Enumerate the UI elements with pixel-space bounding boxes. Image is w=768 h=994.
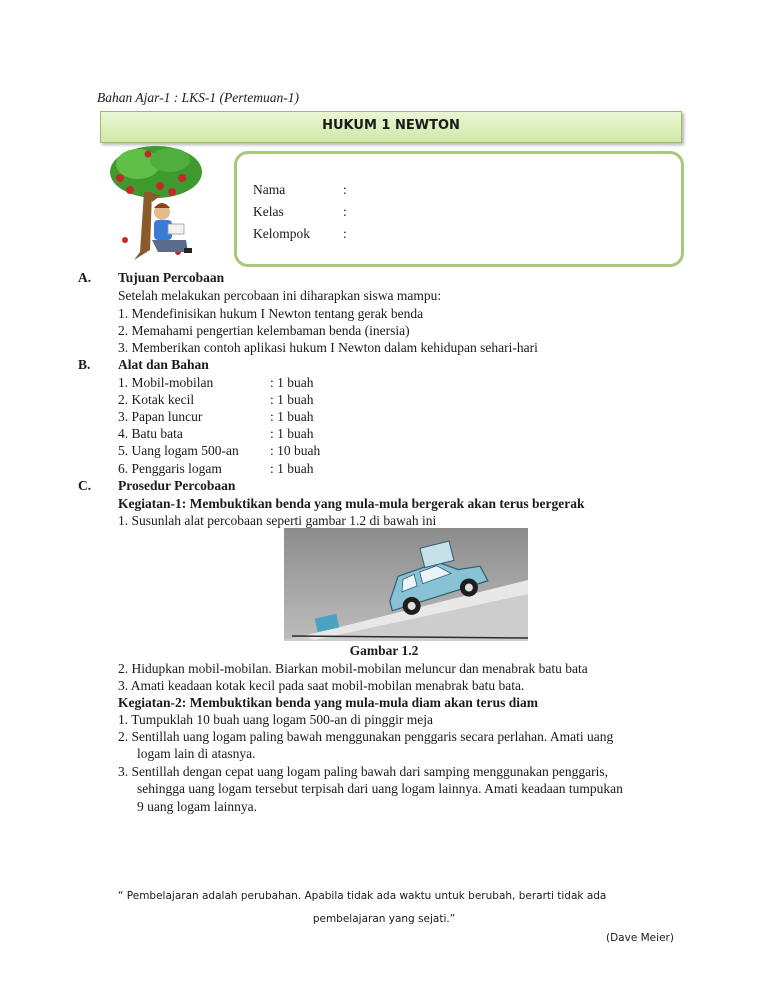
name-separator: :	[343, 182, 347, 197]
objective-item: 3. Memberikan contoh aplikasi hukum I Newton dalam kehidupan sehari-hari	[118, 340, 538, 355]
tree-reader-illustration	[100, 140, 210, 265]
section-c-heading	[78, 478, 235, 494]
figure-caption: Gambar 1.2	[349, 643, 419, 658]
objective-item: 1. Mendefinisikan hukum I Newton tentang gerak benda	[118, 306, 424, 321]
material-name: 5. Uang logam 500-an	[118, 443, 239, 458]
footer-quote-line: “ Pembelajaran adalah perubahan. Apabila tidak ada waktu untuk berubah, berarti tidak ada	[118, 890, 607, 902]
page-title: HUKUM 1 NEWTON	[322, 118, 460, 133]
kegiatan-2-title: Kegiatan-2: Membuktikan benda yang mula-mula diam akan terus diam	[118, 695, 539, 710]
kegiatan-2-step-cont: 9 uang logam lainnya.	[137, 799, 257, 814]
material-name: 6. Penggaris logam	[118, 461, 222, 476]
name-label: Nama	[253, 182, 286, 197]
material-name: 3. Papan luncur	[118, 409, 203, 424]
material-qty: : 10 buah	[270, 443, 321, 458]
kegiatan-1-step: 1. Susunlah alat percobaan seperti gambar 1.2 di bawah ini	[118, 513, 437, 528]
material-name: 1. Mobil-mobilan	[118, 375, 214, 390]
kegiatan-2-step: 1. Tumpuklah 10 buah uang logam 500-an di pinggir meja	[118, 712, 433, 727]
material-item	[118, 443, 320, 459]
section-c-title: Prosedur Percobaan	[118, 478, 236, 493]
section-a-title: Tujuan Percobaan	[118, 270, 225, 285]
section-b-title: Alat dan Bahan	[118, 357, 209, 372]
section-b-heading	[78, 357, 209, 373]
material-name: 2. Kotak kecil	[118, 392, 195, 407]
material-item	[118, 461, 314, 477]
kegiatan-1-step: 2. Hidupkan mobil-mobilan. Biarkan mobil-mobilan meluncur dan menabrak batu bata	[118, 661, 588, 676]
section-a-intro: Setelah melakukan percobaan ini diharapkan siswa mampu:	[118, 288, 442, 303]
section-a-heading	[78, 270, 224, 286]
kegiatan-2-step: 3. Sentillah dengan cepat uang logam paling bawah dari samping menggunakan penggaris,	[118, 764, 608, 779]
class-label: Kelas	[253, 204, 284, 219]
objective-item: 2. Memahami pengertian kelembaman benda (inersia)	[118, 323, 410, 338]
title-banner	[100, 111, 682, 143]
kegiatan-1-step: 3. Amati keadaan kotak kecil pada saat mobil-mobilan menabrak batu bata.	[118, 678, 525, 693]
class-separator: :	[343, 204, 347, 219]
material-qty: : 1 buah	[270, 392, 314, 407]
material-qty: : 1 buah	[270, 426, 314, 441]
footer-quote-author: (Dave Meier)	[606, 932, 674, 944]
kegiatan-1-title: Kegiatan-1: Membuktikan benda yang mula-mula bergerak akan terus bergerak	[118, 496, 585, 511]
section-c-marker: C.	[78, 478, 92, 493]
group-row[interactable]	[253, 226, 347, 242]
material-qty: : 1 buah	[270, 461, 314, 476]
document-header-label: Bahan Ajar-1 : LKS-1 (Pertemuan-1)	[97, 90, 299, 105]
material-qty: : 1 buah	[270, 375, 314, 390]
kegiatan-2-step-cont: sehingga uang logam tersebut terpisah dari uang logam lainnya. Amati keadaan tumpukan	[137, 781, 623, 796]
kegiatan-2-step: 2. Sentillah uang logam paling bawah menggunakan penggaris secara perlahan. Amati uang	[118, 729, 614, 744]
material-name: 4. Batu bata	[118, 426, 183, 441]
student-identity-box	[234, 151, 684, 267]
group-label: Kelompok	[253, 226, 310, 241]
name-row[interactable]	[253, 182, 347, 198]
class-row[interactable]	[253, 204, 347, 220]
group-separator: :	[343, 226, 347, 241]
section-a-marker: A.	[78, 270, 92, 285]
footer-quote-line: pembelajaran yang sejati.”	[312, 913, 456, 925]
section-b-marker: B.	[78, 357, 91, 372]
material-item	[118, 409, 314, 425]
kegiatan-2-step-cont: logam lain di atasnya.	[137, 746, 256, 761]
material-item	[118, 392, 314, 408]
figure-1-2-car-ramp-photo	[284, 528, 528, 641]
material-qty: : 1 buah	[270, 409, 314, 424]
material-item	[118, 375, 314, 391]
material-item	[118, 426, 314, 442]
